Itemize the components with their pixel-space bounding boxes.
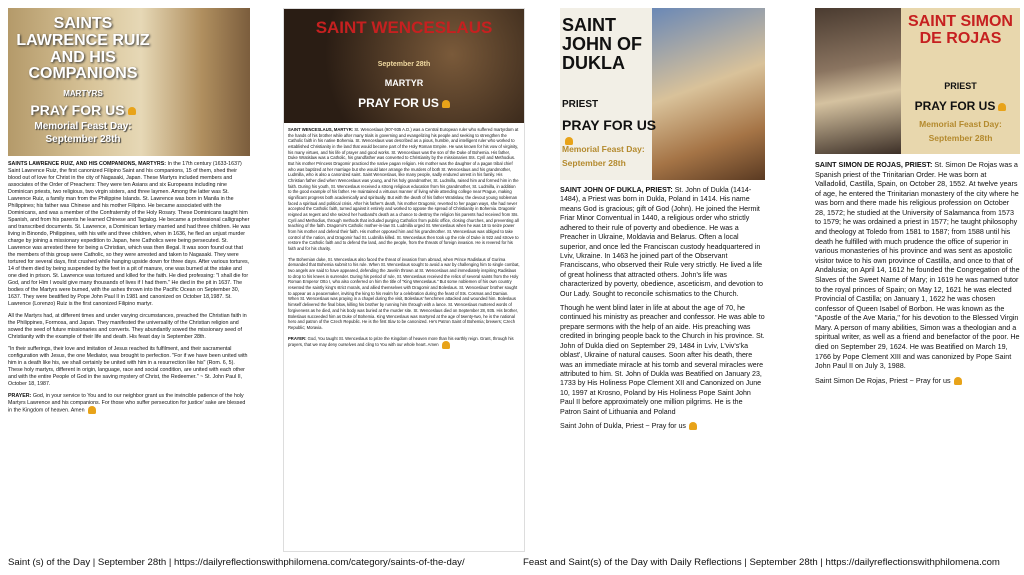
memorial-date: September 28th <box>928 133 993 143</box>
praying-hands-icon <box>998 103 1006 111</box>
card-title: SAINT WENCESLAUS <box>315 18 493 37</box>
saint-biography <box>815 160 1020 552</box>
memorial-label: Memorial Feast Day: <box>919 119 1002 129</box>
footer-left: Saint (s) of the Day | September 28th | https://dailyreflectionswithphilomena.com/category/saints-of-the-day/ <box>8 557 465 568</box>
card-subtitle: September 28th <box>377 61 431 68</box>
holy-card-john-of-dukla <box>560 8 765 180</box>
page-john-of-dukla <box>560 8 765 552</box>
bio-paragraph-1: St. John of Dukla (1414- 1484), a Priest was born in Dukla, Poland in 1414. His name means God is gracious; gift of God (John). He joined the Hermit Friar Minor Conventual in 1440, a religious order who strictly adhered to their rule of poverty and obedience. He was a Preacher in Ukraine, Moldavia and Belarus. Often a local superior, and once led the Franciscan custody headquartered in Lviv, Ukraine. In 1463 he joined part of the Observant Franciscans, who observed their Rule very strictly. He lived a life of great holiness that attracted others. John's life was characterized by poverty, obedience, asceticism, and devotion to Our Lady. Sought to reconcile schismatics to the Church. <box>560 186 763 298</box>
holy-card-lawrence-ruiz <box>8 8 250 156</box>
closing-line: Saint John of Dukla, Priest ~ Pray for us <box>560 422 686 431</box>
card-role: PRIEST <box>562 99 599 110</box>
closing-line: Saint Simon De Rojas, Priest ~ Pray for us <box>815 375 951 385</box>
card-subtitle: MARTYRS <box>63 89 103 98</box>
footer-right: Feast and Saint(s) of the Day with Daily Reflections | September 28th | https://dailyreflectionswithphilomena.com <box>523 557 1000 568</box>
bio-paragraph-1: St. Wenceslaus (907-935 A.D.) was a Central European ruler who suffered martyrdom at the hands of his brother while after many trials in governing and evangelizing his people and seeking to strengthen the Catholic faith in his native Bohemia. St. Wenceslaus was described as a pious, humble, and intelligent ruler who worked to established Christianity in the land that would become part of the Holy Roman Empire. He was known for his vow of virginity, his many virtues, and his life of prayer and good works. St. Wenceslaus was the son of the Duke of Bohemia. His father, Duke Wratislaw was a Catholic, his grandfather was converted to Christianity by the missionaries Sts. Cyril and Methodius. But his mother Princess Dragomir practiced the native pagan religion. His mother was the daughter of a pagan tribal chief who was baptized at her marriage but she would later arrange the murders of both St. Wenceslaus and his grandmother, Ludmilla, who is also a canonized saint. Saint Wenceslaus, like many people, sadly endured unrest in his family. His Christian father died when Wenceslaus was young, and his holy grandmother, St. Ludmilla, raised him and formed him in the faith. During his youth, St. Wenceslaus received a strong religious education from his grandmother, St. Ludmilla, in addition to the good example of his father. He maintained a virtuous manner of living while attending college near Prague, making significant progress both academically and spiritually. But with the death of his father Wratislaw, the devout young nobleman faced a spiritual and political crisis. After his father's death, his mother Dragomir, reverted to her pagan ways, she had never accepted the Catholic faith, turned against it entirely and worked to oppose the spread of Christianity in Bohemia. Dragomir reigned as regent and she seized her husband's death as a chance to destroy the religion his parents had received from Sts. Cyril and Methodius, through methods that included purging Catholics from public office, closing churches, and preventing all teaching of the faith. Dragomir's Catholic mother-in-law St. Ludmilla urged St. Wenceslaus when he was 18 to seize power from his mother and defend their faith. His mother opposed him and his grandmother. St. Wenceslaus was obliged to take control of the nation, and Dragomir had St. Ludmilla killed. St. Wenceslaus then took up the role of Duke in 922 and strove to restore the Catholic faith and to defend the land, and the people, from the threats of foreign invasion. He is revered for his faith and for his charity. <box>288 127 519 252</box>
bio-paragraph-2: Though he went blind later in life at about the age of 70, he continued his ministry as preacher and confessor. He was able to prepare sermons with the help of an aide. His preaching was credited in bringing people back to the Church in his province. St. John of Dukla died on September 29, 1484 in Lviv, L'viv's'ka oblast', Ukraine of natural causes. Soon after his death, there was an immediate miracle at his tomb and several miracles were attributed to him. St. John of Dukla was Beatified on January 23, 1733 by His Holiness Pope Clement XII and Canonized on June 10, 1997 at Krosno, Poland by His Holiness Pope Saint John Paul II before approximately one million pilgrims. He is the Patron Saint of Lithuania and Poland <box>560 304 765 416</box>
memorial-label: Memorial Feast Day: <box>34 121 132 132</box>
praying-hands-icon <box>689 422 697 430</box>
praying-hands-icon <box>954 377 962 385</box>
praying-hands-icon <box>442 100 450 108</box>
card-role: PRIEST <box>944 81 977 91</box>
prayer-label: PRAYER: <box>288 335 307 341</box>
bio-paragraph-3: "In their sufferings, their love and imitation of Jesus reached its fulfilment, and their sacramental configuration with Jesus, the one Mediator, was brought to perfection. "For if we have been united with him in a death like his, we shall certainly be united with him in a resurrection like his" (Rom. 6, 5). These holy martyrs, different in origin, language, race and social condition, are united with each other and with the entire People of God in the saving mystery of Christ, the Redeemer." ~ St. John Paul II, October 18, 1987. <box>8 345 248 387</box>
holy-card-wenceslaus <box>284 9 524 123</box>
pray-for-us: PRAY FOR US <box>562 118 662 147</box>
saint-biography <box>288 127 520 551</box>
bio-heading: SAINT WENCESLAUS, MARTYR: <box>288 127 354 132</box>
bio-heading: SAINT SIMON DE ROJAS, PRIEST: <box>815 160 933 169</box>
praying-hands-icon <box>88 406 96 414</box>
page-simon-de-rojas <box>815 8 1020 552</box>
bio-paragraph-2: All the Martyrs had, at different times and under varying circumstances, preached the Christian faith in the Philippines, Formosa, and Japan. They manifested the universality of the Christian religion and sowed the seed of future missionaries and converts. They abundantly sowed the missionary seed of Christianity with the example of their life and death. His feast day is September 28th. <box>8 312 247 340</box>
bio-paragraph-2: The Bohemian duke, St. Wenceslaus also faced the threat of invasion from abroad, when Prince Radislaus of Gurima demanded that Bohemia submit to his rule. When St. Wenceslaus sought to avoid a war by challenging him to single combat, two angels are said to have appeared, defending the Javelin thrown at St. Wenceslaus and immediately inspiring Radislaus to drop to his knees in surrender. During his period of rule, St. Wenceslaus received the relics of several saints from the Holy Roman Emperor Otto I, who also conferred on him the title of "King Wenceslaus." But some noblemen of his own country resented the saintly king's strict morals, and allied themselves with Dragomir and Boleslaus. St. Wenceslaus' brother sought to appear as a peacemaker, inviting the king to his realm for a celebration during the feast of Sts. Cosmas and Damian. When St. Wenceslaus was praying in a chapel during the visit, Boleslaus' henchmen attacked and wounded him. Boleslaus himself delivered the final blow, killing his brother by running him through with a lance. St. Wenceslaus muttered words of forgiveness as he died, and his body was buried at the murder site. St. Wenceslaus died on September 28, 935. His brother, Boleslaus succeeded him as Duke of Bohemia. King Wenceslaus was martyred at the age of twenty-two, he is the national hero and patron of the Czech Republic. He is the first Slav to be canonized. He's Patron Saint of Bohemia; brewers; Czech Republic; Moravia. <box>288 256 520 330</box>
praying-hands-icon <box>128 107 136 115</box>
praying-hands-icon <box>442 341 450 349</box>
prayer-text: God, You taught St. Wenceslaus to prize the Kingdom of heaven more than his earthly reign. Grant, through his prayers, that we may deny ourselves and cling to You with our whole heart. Amen <box>288 335 514 348</box>
pray-for-us: PRAY FOR US <box>12 103 154 118</box>
holy-card-simon-de-rojas <box>815 8 1020 154</box>
page-lawrence-ruiz <box>8 8 250 552</box>
page-wenceslaus <box>283 8 525 552</box>
bio-paragraph-1: St. Simon De Rojas was a Spanish priest of the Trinitarian Order. He was born at Valladolid, Castilla, Spain, on October 28, 1552. At twelve years of age, he entered the Trinitarian monastery of the city where he was born and there made his religious profession on October 28, 1572; he studied at the University of Salamanca from 1573 to 1579; he was ordained a priest in 1577; he taught philosophy and theology at Toledo from 1581 to 1587; from 1588 until his death he fulfilled with much prudence the office of superior in various monasteries of his province and was sent as apostolic visitor twice to his own province of Castilla, and once to that of Andalusia; on April 14, 1612 he founded the Congregation of the Slaves of the Sweet Name of Mary; in 1619 he was named tutor to the royal princes of Spain; on May 12, 1621 he was elected Provincial of Castilla; on January 1, 1622 he was chosen confessor of Queen Isabel of Borbon. He was known as the "Apostle of the Ave Maria," for his devotion to the Blessed Virgin Mary. A person of many abilities, Simon was a theologian and a spiritual writer, as well as a friend and benefactor of the poor. He died on September 29, 1624. He was Beatified on March 19, 1766 by Pope Clement XIII and was canonized by Pope Saint John Paul II on July 3, 1988. <box>815 160 1020 371</box>
memorial-date: September 28th <box>562 158 626 168</box>
bio-heading: SAINT JOHN OF DUKLA, PRIEST: <box>560 186 673 194</box>
memorial-date: September 28th <box>45 134 121 145</box>
saint-biography <box>560 186 765 552</box>
saint-biography <box>8 161 250 551</box>
pray-for-us: PRAY FOR US <box>288 97 520 110</box>
card-role: MARTYR <box>384 78 424 88</box>
saint-simon-image <box>815 8 901 154</box>
card-title: SAINT SIMON DE ROJAS <box>908 13 1013 47</box>
pray-for-us: PRAY FOR US <box>901 100 1020 113</box>
saint-john-image <box>652 8 765 180</box>
prayer-label: PRAYER: <box>8 392 32 399</box>
memorial-label: Memorial Feast Day: <box>562 144 645 154</box>
card-title: SAINTS LAWRENCE RUIZ AND HIS COMPANIONS <box>16 15 150 83</box>
card-title: SAINT JOHN OF DUKLA <box>562 15 643 73</box>
bio-heading: SAINTS LAWRENCE RUIZ, AND HIS COMPANIONS, MARTYRS: <box>8 161 167 167</box>
bio-paragraph-1: In the 17th century (1633-1637) Saint Lawrence Ruiz, the first canonized Filipino Saint and his companions, 15 of them, shed their blood out of love for Christ in the city of Nagasaki, Japan. These Martyrs included members and associates of the Order of Preachers: They were ten Asians and six Europeans including nine Dominican priests, two religious, two virgin sisters, and three laymen. Among the latter was St. Lawrence Ruiz, a family man from the Philippine Islands. St. Lawrence was born in Manila in the Philippines; his father was Chinese and his mother Filipino. He became associated with the Dominicans, and was a member of the Confraternity of the Holy Rosary. These Dominicans taught him Spanish, and from his parents he learned Chinese and Tagalog. He became a professional calligrapher and transcribed documents. St. Lawrence, a Dominican tertiary married and had three children. He was living in Binondo, Philippines, with his wife and three children, when in 1636, he fled an unjust murder charge by joining a missionary expedition to Japan, here Catholics were being persecuted. St. Lawrence was arrested there for being a Christian, which was then illegal. It was soon found out that the members of this group were Catholic, so they were arrested and taken to Nagasaki. They were tortured for several days, first crushed while hanging upside down for three days. After various tortures, 14 of them died by being suspended by the feet in a pit of manure, one was burned at the stake and one died in prison. St. Lawrence was tortured and killed for the faith. He died professing: "I shall die for God, and for Him I would give many thousands of lives if I had them." He died in the pit in 1637. The bodies of the Martyrs were burned, with the ashes thrown into the Pacific Ocean on September 30, 1637. They were beatified by Pope John Paul II in 1981 and canonized on October 18,1987. St. Lawrence (Lorenzo) Ruiz is the first canonized Filipino martyr. <box>8 161 250 307</box>
prayer-text: God, in your service to You and to our neighbor grant us the invincible patience of the holy Martyrs Lawrence and his companions. For those who suffer persecution for justice' sake are blessed in the Kingdom of heaven. Amen <box>8 392 246 414</box>
